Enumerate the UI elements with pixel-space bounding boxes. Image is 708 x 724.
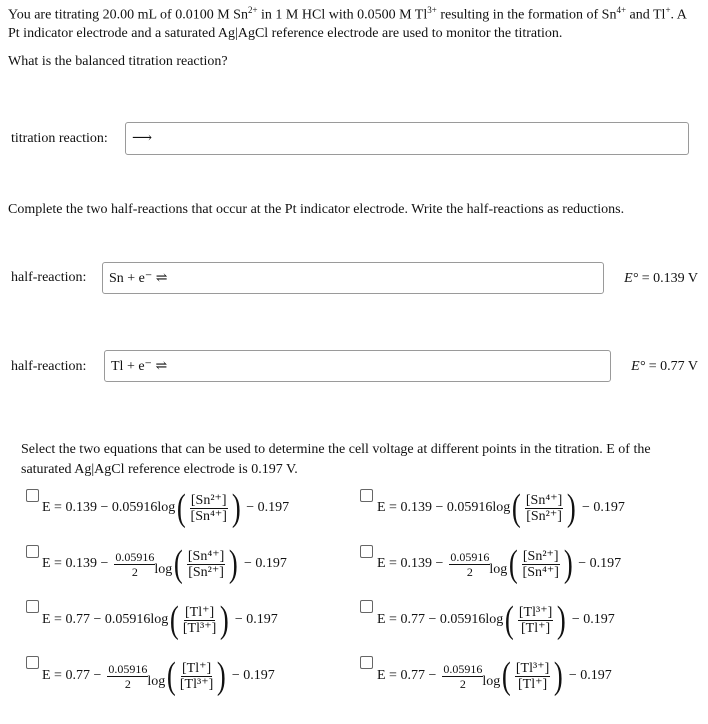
left-paren: ( <box>509 543 518 585</box>
select-instructions-line-2: saturated Ag|AgCl reference electrode is 0.197 V. <box>21 462 298 477</box>
left-paren: ( <box>170 599 179 641</box>
left-paren: ( <box>512 487 521 529</box>
equation-lead: E = 0.77 − <box>42 668 102 683</box>
right-paren: ) <box>229 543 239 585</box>
right-paren: ) <box>217 655 227 697</box>
reference-offset: − 0.197 <box>568 668 612 683</box>
concentration-ratio: $\frac{\text{[Sn⁴⁺]}}{\text{[Sn²⁺]}}$ <box>187 548 225 580</box>
reference-offset: − 0.197 <box>231 668 275 683</box>
right-paren: ) <box>557 599 567 641</box>
option-6-checkbox[interactable] <box>360 600 373 613</box>
titration-reaction-value: ⟶ <box>132 131 153 146</box>
log-label: log <box>154 562 173 577</box>
coefficient-fraction: $\frac{0.05916}{2}$ <box>443 661 483 691</box>
half-reaction-2-value: Tl + e⁻ ⇌ <box>111 358 168 374</box>
option-8-equation <box>377 656 612 696</box>
log-label: log <box>482 674 501 689</box>
option-6-equation <box>377 600 615 640</box>
equation-lead: E = 0.139 − <box>42 556 109 571</box>
half-reaction-1-potential: E° = 0.139 V <box>624 271 698 286</box>
concentration-ratio: $\frac{[Tl^+]}{\text{[Tl³⁺]}}$ <box>182 604 217 636</box>
concentration-ratio: $\frac{[Tl^+]}{\text{[Tl³⁺]}}$ <box>179 660 214 692</box>
option-2-equation <box>377 488 625 528</box>
option-4-checkbox[interactable] <box>360 545 373 558</box>
reference-offset: − 0.197 <box>571 612 615 627</box>
concentration-ratio: $\frac{\text{[Sn²⁺]}}{\text{[Sn⁴⁺]}}$ <box>522 548 559 580</box>
left-paren: ( <box>177 487 186 529</box>
reference-offset: − 0.197 <box>246 500 290 515</box>
option-4-equation <box>377 544 621 584</box>
reference-offset: − 0.197 <box>581 500 625 515</box>
right-paren: ) <box>231 487 241 529</box>
equation-lead: E = 0.77 − <box>377 668 437 683</box>
concentration-ratio: $\frac{\text{[Tl³⁺]}}{[Tl^+]}$ <box>515 660 550 692</box>
equation-lead: E = 0.139 − 0.05916log <box>42 500 176 515</box>
coefficient-fraction: $\frac{0.05916}{2}$ <box>108 661 148 691</box>
left-paren: ( <box>505 599 514 641</box>
coefficient-fraction: $\frac{0.05916}{2}$ <box>115 549 155 579</box>
right-paren: ) <box>567 487 577 529</box>
option-1-checkbox[interactable] <box>26 489 39 502</box>
option-1-equation <box>42 488 289 528</box>
option-8-checkbox[interactable] <box>360 656 373 669</box>
coefficient-fraction: $\frac{0.05916}{2}$ <box>450 549 490 579</box>
reference-offset: − 0.197 <box>243 556 287 571</box>
option-7-checkbox[interactable] <box>26 656 39 669</box>
left-paren: ( <box>167 655 176 697</box>
option-5-equation <box>42 600 278 640</box>
right-paren: ) <box>220 599 230 641</box>
half-reaction-2-label: half-reaction: <box>11 359 87 374</box>
half-reaction-1-label: half-reaction: <box>11 270 87 285</box>
left-paren: ( <box>502 655 511 697</box>
titration-reaction-input[interactable] <box>125 122 689 155</box>
equation-lead: E = 0.139 − <box>377 556 444 571</box>
half-reaction-1-input[interactable] <box>102 262 604 294</box>
half-reaction-instructions: Complete the two half-reactions that occur at the Pt indicator electrode. Write the half-reactions as reductions. <box>8 202 625 217</box>
right-paren: ) <box>554 655 564 697</box>
problem-statement-line-2: Pt indicator electrode and a saturated Ag|AgCl reference electrode are used to monitor the titration. <box>8 26 563 41</box>
select-instructions-line-1: Select the two equations that can be used to determine the cell voltage at different points in the titration. E of the <box>21 442 651 457</box>
reference-offset: − 0.197 <box>578 556 622 571</box>
log-label: log <box>147 674 166 689</box>
equation-lead: E = 0.77 − 0.05916log <box>42 612 169 627</box>
right-paren: ) <box>563 543 573 585</box>
equation-lead: E = 0.77 − 0.05916log <box>377 612 504 627</box>
option-7-equation <box>42 656 275 696</box>
option-3-checkbox[interactable] <box>26 545 39 558</box>
reference-offset: − 0.197 <box>234 612 278 627</box>
half-reaction-2-potential: E° = 0.77 V <box>631 359 698 374</box>
concentration-ratio: $\frac{\text{[Sn⁴⁺]}}{\text{[Sn²⁺]}}$ <box>525 492 563 524</box>
half-reaction-2-input[interactable] <box>104 350 611 382</box>
option-5-checkbox[interactable] <box>26 600 39 613</box>
option-2-checkbox[interactable] <box>360 489 373 502</box>
left-paren: ( <box>174 543 183 585</box>
concentration-ratio: $\frac{\text{[Tl³⁺]}}{[Tl^+]}$ <box>518 604 553 636</box>
log-label: log <box>489 562 508 577</box>
concentration-ratio: $\frac{\text{[Sn²⁺]}}{\text{[Sn⁴⁺]}}$ <box>190 492 227 524</box>
equation-lead: E = 0.139 − 0.05916log <box>377 500 511 515</box>
half-reaction-1-value: Sn + e⁻ ⇌ <box>109 270 168 286</box>
problem-statement-line-1: You are titrating 20.00 mL of 0.0100 M $Sn^{2+}$ in 1 M HCl with 0.0500 M $Tl^{3+}$ resulting in the formation of $Sn^{4+}$ and Tl+. A <box>8 5 687 23</box>
titration-reaction-label: titration reaction: <box>11 131 108 146</box>
option-3-equation <box>42 544 287 584</box>
question-text: What is the balanced titration reaction? <box>8 54 228 69</box>
